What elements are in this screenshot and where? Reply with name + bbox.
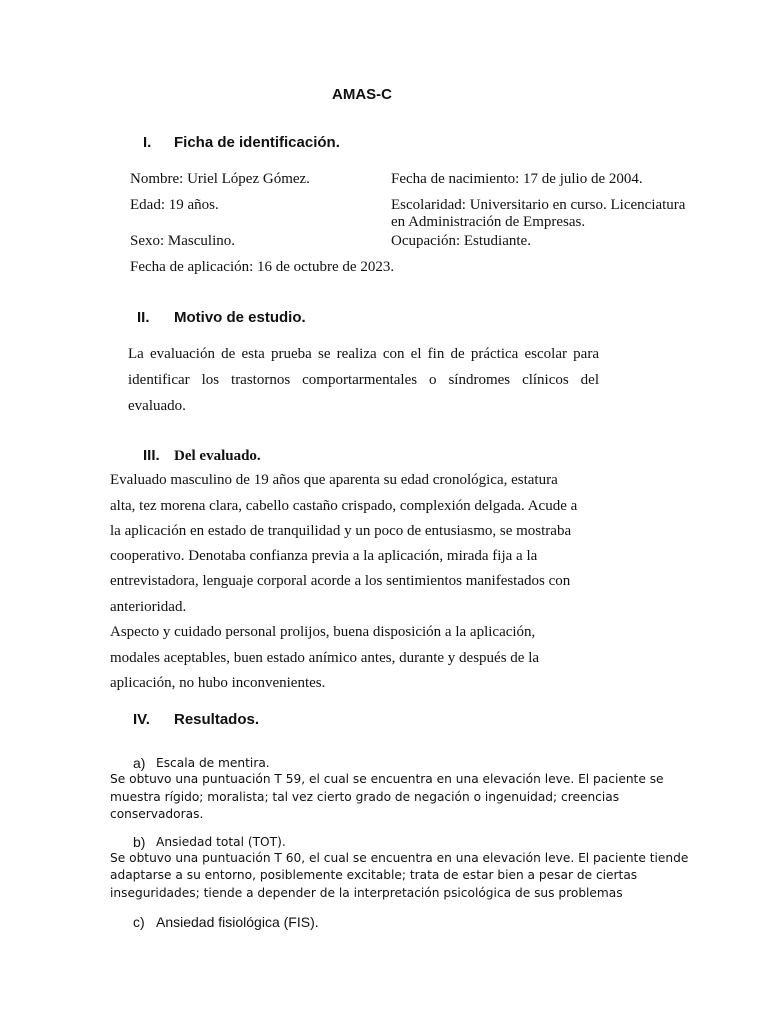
id-fecha-nacimiento: Fecha de nacimiento: 17 de julio de 2004. [391, 171, 643, 187]
result-b-line-2: adaptarse a su entorno, posiblemente excitable; trata de estar bien a pesar de ciertas [110, 868, 638, 882]
id-ocupacion: Ocupación: Estudiante. [391, 233, 531, 249]
result-b-line-1: Se obtuvo una puntuación T 60, el cual se encuentra en una elevación leve. El paciente tiende [110, 851, 689, 865]
result-a-line-2: muestra rígido; moralista; tal vez cierto grado de negación o ingenuidad; creencias [110, 790, 620, 804]
id-fecha-aplicacion: Fecha de aplicación: 16 de octubre de 2023. [130, 259, 395, 275]
section-4-title: Resultados. [174, 711, 260, 728]
motivo-line-1: La evaluación de esta prueba se realiza con el fin de práctica escolar para [128, 346, 599, 362]
result-a-marker: a) [133, 755, 146, 771]
section-3-title: Del evaluado. [174, 448, 261, 464]
result-b-marker: b) [133, 834, 146, 850]
evaluado-line-1: Evaluado masculino de 19 años que aparenta su edad cronológica, estatura [110, 472, 558, 488]
section-2-number: II. [137, 309, 150, 326]
id-sexo: Sexo: Masculino. [130, 233, 235, 249]
id-escolaridad-line-1: Escolaridad: Universitario en curso. Licenciatura [391, 197, 686, 213]
evaluado-line-6: anterioridad. [110, 599, 187, 615]
motivo-line-2: identificar los trastornos comportarmentales o síndromes clínicos del [128, 372, 599, 388]
id-nombre: Nombre: Uriel López Gómez. [130, 171, 310, 187]
evaluado-line-8: modales aceptables, buen estado anímico antes, durante y después de la [110, 650, 540, 666]
section-1-number: I. [143, 134, 152, 151]
result-a-line-3: conservadoras. [110, 807, 204, 821]
id-edad: Edad: 19 años. [130, 197, 219, 213]
evaluado-line-5: entrevistadora, lenguaje corporal acorde a los sentimientos manifestados con [110, 573, 571, 589]
evaluado-line-4: cooperativo. Denotaba confianza previa a la aplicación, mirada fija a la [110, 548, 538, 564]
section-4-number: IV. [133, 711, 150, 728]
evaluado-line-3: la aplicación en estado de tranquilidad y un poco de entusiasmo, se mostraba [110, 523, 572, 539]
id-escolaridad-line-2: en Administración de Empresas. [391, 214, 586, 230]
document-title: AMAS-C [332, 86, 392, 103]
section-2-title: Motivo de estudio. [174, 309, 306, 326]
evaluado-line-7: Aspecto y cuidado personal prolijos, buena disposición a la aplicación, [110, 624, 536, 640]
evaluado-line-9: aplicación, no hubo inconvenientes. [110, 675, 326, 691]
motivo-line-3: evaluado. [128, 398, 186, 414]
result-b-line-3: inseguridades; tiende a depender de la interpretación psicológica de sus problemas [110, 886, 623, 900]
result-b-label: Ansiedad total (TOT). [156, 835, 286, 849]
result-a-line-1: Se obtuvo una puntuación T 59, el cual se encuentra en una elevación leve. El paciente se [110, 772, 664, 786]
result-a-label: Escala de mentira. [156, 756, 270, 770]
result-c-marker: c) [133, 914, 145, 930]
section-3-number: III. [143, 447, 160, 464]
evaluado-line-2: alta, tez morena clara, cabello castaño crispado, complexión delgada. Acude a [110, 498, 578, 514]
result-c-label: Ansiedad fisiológica (FIS). [156, 914, 319, 930]
section-1-title: Ficha de identificación. [174, 134, 340, 151]
